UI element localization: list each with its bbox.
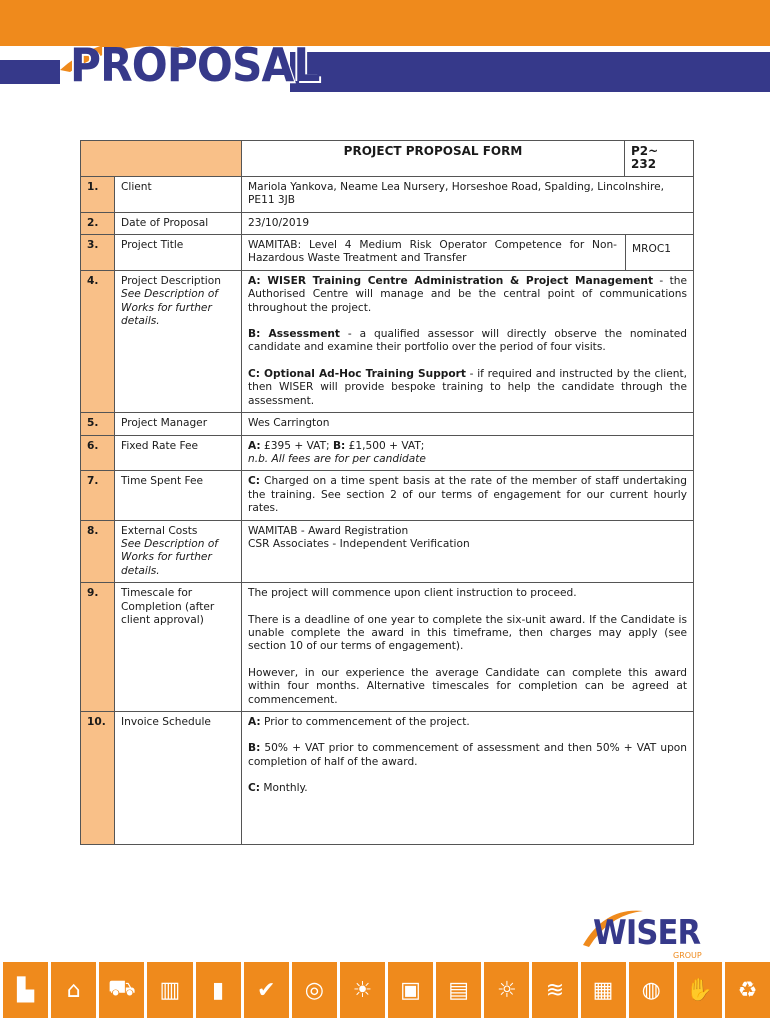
row-value-cell — [242, 270, 694, 412]
pipes-icon: ◍ — [629, 962, 674, 1018]
invoice-c-text: Monthly. — [260, 782, 308, 795]
timescale-paragraph: There is a deadline of one year to complete the six-unit award. If the Candidate is unable complete the award in this timeframe, then charges may apply (see section 10 of our terms of engagement). — [248, 613, 687, 653]
table-row — [81, 471, 694, 520]
part-c-text: - if required and instructed by the client, then WISER will provide bespoke training to help the candidate through the assessment. — [248, 367, 687, 407]
row-label-note: See Description of Works for further details. — [121, 537, 219, 577]
table-row — [81, 413, 694, 435]
table-row — [81, 583, 694, 712]
banner-title: PROPOSAL — [70, 38, 320, 92]
fee-b-text: £1,500 + VAT; — [345, 439, 425, 452]
invoice-a-heading: A: — [248, 716, 261, 728]
table-row — [81, 435, 694, 471]
footer-icon-strip — [0, 962, 770, 1024]
invoice-b-heading: B: — [248, 742, 261, 755]
bins-icon: ▮ — [196, 962, 241, 1018]
row-value-cell — [242, 520, 694, 583]
recycle-truck-icon: ♻ — [725, 962, 770, 1018]
wiser-logo — [575, 905, 725, 965]
table-row — [81, 712, 694, 845]
external-cost-line: CSR Associates - Independent Verification — [248, 537, 470, 550]
row-label: Project Manager — [115, 413, 242, 435]
row-value: Mariola Yankova, Neame Lea Nursery, Horseshoe Road, Spalding, Lincolnshire, PE11 3JB — [242, 176, 694, 212]
part-a-text: - the Authorised Centre will manage and be the central point of communications throughout the project. — [248, 274, 687, 314]
timescale-paragraph: The project will commence upon client instruction to proceed. — [248, 587, 577, 600]
row-label: External Costs — [121, 524, 198, 537]
certificate-icon: ✔ — [244, 962, 289, 1018]
description-part-c — [248, 368, 687, 408]
invoice-line-c — [248, 782, 687, 795]
project-title-text: WAMITAB: Level 4 Medium Risk Operator Competence for Non-Hazardous Waste Treatment and Transfer — [248, 239, 617, 265]
globe-icon: ◎ — [292, 962, 337, 1018]
form-title: PROJECT PROPOSAL FORM — [242, 141, 625, 177]
row-label: Fixed Rate Fee — [115, 435, 242, 471]
row-number: 8. — [81, 520, 115, 583]
part-b-text: - a qualified assessor will directly observe the nominated candidate and examine their portfolio over the period of four visits. — [248, 328, 687, 354]
fee-note: n.b. All fees are for per candidate — [248, 452, 426, 465]
time-fee-heading: C: — [248, 475, 261, 488]
part-a-heading: A: WISER Training Centre Administration & Project Management — [248, 274, 654, 287]
banner-band — [290, 52, 770, 92]
table-row — [81, 270, 694, 412]
row-number: 6. — [81, 435, 115, 471]
part-b-heading: B: Assessment — [248, 328, 340, 341]
row-label: Time Spent Fee — [115, 471, 242, 520]
description-part-b — [248, 328, 687, 355]
row-value: Wes Carrington — [242, 413, 694, 435]
row-value-cell — [242, 583, 694, 712]
row-number: 10. — [81, 712, 115, 845]
project-code: MROC1 — [625, 235, 693, 270]
row-label: Client — [115, 176, 242, 212]
house-leaf-icon: ⌂ — [51, 962, 96, 1018]
row-number: 5. — [81, 413, 115, 435]
fee-a-text: £395 + VAT; — [260, 439, 333, 452]
table-row — [81, 176, 694, 212]
row-number: 3. — [81, 235, 115, 271]
invoice-c-heading: C: — [248, 782, 261, 795]
factory-icon: ▙ — [3, 962, 48, 1018]
fee-b-heading: B: — [332, 439, 346, 452]
row-label: Project Description — [121, 274, 221, 287]
field-icon: ≋ — [532, 962, 577, 1018]
form-code: P2~ 232 — [625, 141, 694, 177]
truck-icon: ⛟ — [99, 962, 144, 1018]
logo-subtitle: GROUP — [673, 951, 702, 960]
table-row — [81, 235, 694, 271]
row-label: Date of Proposal — [115, 212, 242, 234]
logo-name: WISER — [593, 913, 701, 953]
time-fee-text: Charged on a time spent basis at the rate of the member of staff undertaking the training. See section 2 of our terms of engagement for our current hourly rates. — [248, 475, 687, 515]
row-label-note: See Description of Works for further details. — [121, 288, 219, 328]
scanner-icon: ▥ — [147, 962, 192, 1018]
description-part-a — [248, 275, 687, 315]
row-value-cell — [242, 471, 694, 520]
appliances-icon: ▣ — [388, 962, 433, 1018]
row-value-cell — [242, 235, 694, 271]
chart-icon: ▤ — [436, 962, 481, 1018]
fee-a-heading: A: — [248, 439, 261, 452]
row-number: 2. — [81, 212, 115, 234]
invoice-a-text: Prior to commencement of the project. — [260, 716, 470, 728]
bulbs-icon: ☀ — [340, 962, 385, 1018]
row-number: 1. — [81, 176, 115, 212]
sunrise-icon: ☼ — [484, 962, 529, 1018]
invoice-b-text: 50% + VAT prior to commencement of assessment and then 50% + VAT upon completion of half of the award. — [248, 742, 687, 768]
external-cost-line: WAMITAB - Award Registration — [248, 524, 409, 537]
row-label: Project Title — [115, 235, 242, 271]
header-blank-cell — [81, 141, 242, 177]
row-value-cell — [242, 712, 694, 845]
invoice-line-b — [248, 742, 687, 769]
row-number: 4. — [81, 270, 115, 412]
fee-line — [248, 440, 687, 453]
row-label: Timescale for Completion (after client approval) — [115, 583, 242, 712]
table-row — [81, 212, 694, 234]
row-number: 9. — [81, 583, 115, 712]
row-label-cell — [115, 270, 242, 412]
part-c-heading: C: Optional Ad-Hoc Training Support — [248, 367, 466, 380]
handshake-icon: ✋ — [677, 962, 722, 1018]
row-value-cell — [242, 435, 694, 471]
table-row — [81, 520, 694, 583]
row-label: Invoice Schedule — [115, 712, 242, 845]
form-header-row — [81, 141, 694, 177]
proposal-form-table — [80, 140, 694, 845]
row-label-cell — [115, 520, 242, 583]
row-number: 7. — [81, 471, 115, 520]
row-value: 23/10/2019 — [242, 212, 694, 234]
invoice-line-a — [248, 716, 687, 729]
pallet-icon: ▦ — [581, 962, 626, 1018]
timescale-paragraph: However, in our experience the average Candidate can complete this award within four months. Alternative timescales for completion can be agreed at commencement. — [248, 666, 687, 706]
